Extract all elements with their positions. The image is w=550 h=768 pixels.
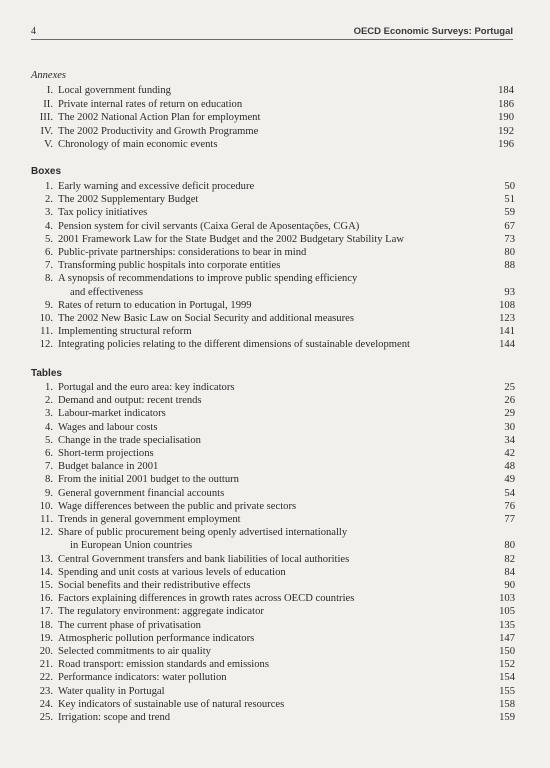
entry-page: 135 (499, 619, 515, 631)
entry-number: 15. (39, 580, 53, 592)
box-entry (31, 272, 515, 298)
running-title: OECD Economic Surveys: Portugal (353, 26, 513, 37)
entry-title: Tax policy initiatives (58, 207, 148, 219)
table-entry (31, 513, 515, 526)
entry-title: The 2002 Productivity and Growth Programme (58, 125, 259, 137)
table-entry (31, 566, 515, 579)
annex-entry (31, 84, 515, 98)
entry-page: 84 (504, 566, 515, 578)
entry-page: 29 (504, 408, 515, 420)
table-entry (31, 632, 515, 645)
entry-title: 2001 Framework Law for the State Budget and the 2002 Budgetary Stability Law (58, 233, 404, 245)
entry-number: 5. (45, 434, 53, 446)
entry-page: 144 (499, 339, 515, 351)
entry-title: Water quality in Portugal (58, 685, 165, 697)
entry-number: 10. (39, 313, 53, 325)
entry-title: Factors explaining differences in growth rates across OECD countries (58, 593, 355, 605)
entry-number: 3. (45, 408, 53, 420)
table-entry (31, 619, 515, 632)
entry-number: 18. (39, 619, 53, 631)
entry-number: 9. (45, 487, 53, 499)
entry-number: 3. (45, 207, 53, 219)
entry-page: 49 (504, 474, 515, 486)
entry-title: Irrigation: scope and trend (58, 712, 171, 724)
entry-page: 42 (504, 448, 515, 460)
entry-number: 4. (45, 220, 53, 232)
entry-number: III. (39, 112, 53, 123)
entry-page: 108 (499, 299, 515, 311)
entry-page: 190 (498, 112, 514, 123)
entry-page: 158 (499, 698, 515, 710)
entry-page: 154 (499, 672, 515, 684)
entry-page: 30 (504, 421, 515, 433)
entry-title: Demand and output: recent trends (58, 395, 202, 407)
entry-page: 80 (504, 247, 515, 259)
entry-page: 54 (504, 487, 515, 499)
entry-title: Public-private partnerships: considerations to bear in mind (58, 247, 307, 259)
entry-title: Pension system for civil servants (Caixa Geral de Aposentações, CGA) (58, 220, 360, 232)
entry-number: II. (43, 98, 53, 110)
box-entry (31, 206, 515, 219)
entry-number: 8. (45, 273, 53, 285)
entry-title-continuation: and effectiveness (70, 286, 144, 298)
entry-title: From the initial 2001 budget to the outturn (58, 474, 239, 486)
entry-title: Short-term projections (58, 448, 154, 460)
entry-number: 7. (45, 260, 53, 272)
box-entry (31, 312, 515, 325)
annex-entry (31, 98, 515, 112)
entry-number: 19. (39, 632, 53, 644)
entry-page: 184 (498, 85, 514, 96)
entry-title: The 2002 Supplementary Budget (58, 194, 199, 206)
entry-number: 9. (45, 299, 53, 311)
entry-page: 88 (504, 260, 515, 272)
entry-page: 90 (504, 580, 515, 592)
entry-title: Transforming public hospitals into corporate entities (58, 260, 281, 272)
entry-page: 25 (504, 382, 515, 393)
table-entry (31, 685, 515, 698)
entry-page: 77 (504, 514, 515, 526)
entry-title: Wage differences between the public and private sectors (58, 500, 297, 512)
entry-number: 11. (40, 514, 53, 526)
entry-page: 123 (499, 313, 515, 325)
entry-number: 12. (39, 527, 53, 539)
entry-title: Selected commitments to air quality (58, 646, 211, 658)
entry-page: 141 (499, 326, 515, 338)
entry-title: Atmospheric pollution performance indicators (58, 632, 255, 644)
entry-number: 22. (39, 672, 53, 684)
entry-page: 159 (499, 712, 515, 724)
table-entry (31, 579, 515, 592)
entry-number: 7. (45, 461, 53, 473)
entry-page: 48 (504, 461, 515, 473)
entry-page: 76 (504, 500, 515, 512)
box-entry (31, 193, 515, 206)
entry-title: The regulatory environment: aggregate indicator (58, 606, 264, 618)
entry-title: A synopsis of recommendations to improve public spending efficiency (58, 273, 358, 285)
box-entry (31, 233, 515, 246)
entry-title: Performance indicators: water pollution (58, 672, 227, 684)
table-entry (31, 711, 515, 724)
table-entry (31, 460, 515, 473)
entry-page: 155 (499, 685, 515, 697)
entry-number: 13. (39, 553, 53, 565)
entry-number: 4. (45, 421, 53, 433)
table-entry (31, 500, 515, 513)
table-entry (31, 421, 515, 434)
entry-number: 1. (45, 382, 53, 393)
entry-title: Road transport: emission standards and emissions (58, 659, 269, 671)
table-entry (31, 658, 515, 671)
table-entry (31, 487, 515, 500)
entry-page: 59 (504, 207, 515, 219)
entry-page: 150 (499, 646, 515, 658)
tables-heading: Tables (31, 368, 62, 379)
entry-page: 186 (498, 98, 514, 110)
entry-number: 2. (45, 395, 53, 407)
entry-title: Spending and unit costs at various levels of education (58, 566, 286, 578)
entry-title: Portugal and the euro area: key indicators (58, 382, 235, 393)
boxes-heading: Boxes (31, 166, 62, 177)
entry-page: 196 (498, 139, 514, 150)
entry-page: 73 (504, 233, 515, 245)
table-entry (31, 553, 515, 566)
annex-entry (31, 138, 515, 152)
entry-page: 192 (498, 125, 514, 137)
table-entry (31, 447, 515, 460)
table-entry (31, 671, 515, 684)
entry-number: 23. (39, 685, 53, 697)
entry-number: 11. (40, 326, 53, 338)
entry-page: 50 (504, 181, 515, 192)
entry-title: Share of public procurement being openly advertised internationally (58, 527, 348, 539)
entry-number: 17. (39, 606, 53, 618)
entry-page: 147 (499, 632, 515, 644)
entry-title: Private internal rates of return on education (58, 98, 243, 110)
entry-page: 67 (504, 220, 515, 232)
box-entry (31, 325, 515, 338)
page-header (31, 26, 513, 40)
entry-title: Wages and labour costs (58, 421, 158, 433)
entry-page: 152 (499, 659, 515, 671)
entry-title: The 2002 National Action Plan for employment (58, 112, 261, 123)
table-entry (31, 394, 515, 407)
entry-page: 93 (504, 286, 515, 298)
box-entry (31, 259, 515, 272)
table-entry (31, 526, 515, 552)
entry-title: Trends in general government employment (58, 514, 241, 526)
entry-page: 103 (499, 593, 515, 605)
entry-number: 25. (39, 712, 53, 724)
entry-number: IV. (40, 125, 53, 137)
entry-number: 24. (39, 698, 53, 710)
table-entry (31, 473, 515, 486)
annex-entry (31, 111, 515, 125)
table-entry (31, 605, 515, 618)
tables-list (31, 381, 515, 724)
entry-number: V. (44, 139, 53, 150)
entry-title: Labour-market indicators (58, 408, 166, 420)
table-entry (31, 645, 515, 658)
table-entry (31, 407, 515, 420)
entry-title: Key indicators of sustainable use of natural resources (58, 698, 285, 710)
page-number: 4 (31, 26, 36, 37)
table-entry (31, 434, 515, 447)
entry-number: 12. (39, 339, 53, 351)
entry-number: I. (46, 85, 53, 96)
annexes-heading: Annexes (31, 70, 66, 81)
entry-page: 82 (504, 553, 515, 565)
entry-title: Local government funding (58, 85, 171, 96)
entry-number: 2. (45, 194, 53, 206)
entry-number: 6. (45, 247, 53, 259)
table-entry (31, 381, 515, 394)
entry-number: 14. (39, 566, 53, 578)
entry-title: The current phase of privatisation (58, 619, 201, 631)
box-entry (31, 180, 515, 193)
entry-number: 20. (39, 646, 53, 658)
entry-number: 16. (39, 593, 53, 605)
entry-page: 80 (504, 540, 515, 552)
entry-page: 26 (504, 395, 515, 407)
entry-title: Social benefits and their redistributive effects (58, 580, 251, 592)
entry-title: Integrating policies relating to the different dimensions of sustainable development (58, 339, 410, 351)
entry-title-continuation: in European Union countries (70, 540, 193, 552)
table-entry (31, 698, 515, 711)
box-entry (31, 299, 515, 312)
entry-title: Implementing structural reform (58, 326, 192, 338)
annexes-list (31, 84, 515, 152)
entry-title: Early warning and excessive deficit procedure (58, 181, 255, 192)
entry-title: Chronology of main economic events (58, 139, 218, 150)
box-entry (31, 338, 515, 351)
entry-title: Change in the trade specialisation (58, 434, 201, 446)
entry-page: 34 (504, 434, 515, 446)
annex-entry (31, 125, 515, 139)
entry-title: Rates of return to education in Portugal, 1999 (58, 299, 252, 311)
entry-number: 6. (45, 448, 53, 460)
box-entry (31, 220, 515, 233)
entry-title: The 2002 New Basic Law on Social Security and additional measures (58, 313, 354, 325)
table-entry (31, 592, 515, 605)
entry-title: Central Government transfers and bank liabilities of local authorities (58, 553, 350, 565)
boxes-list (31, 180, 515, 352)
entry-title: General government financial accounts (58, 487, 225, 499)
entry-number: 8. (45, 474, 53, 486)
entry-number: 5. (45, 233, 53, 245)
entry-number: 10. (39, 500, 53, 512)
entry-number: 1. (45, 181, 53, 192)
entry-title: Budget balance in 2001 (58, 461, 159, 473)
box-entry (31, 246, 515, 259)
entry-number: 21. (39, 659, 53, 671)
entry-page: 51 (504, 194, 515, 206)
entry-page: 105 (499, 606, 515, 618)
